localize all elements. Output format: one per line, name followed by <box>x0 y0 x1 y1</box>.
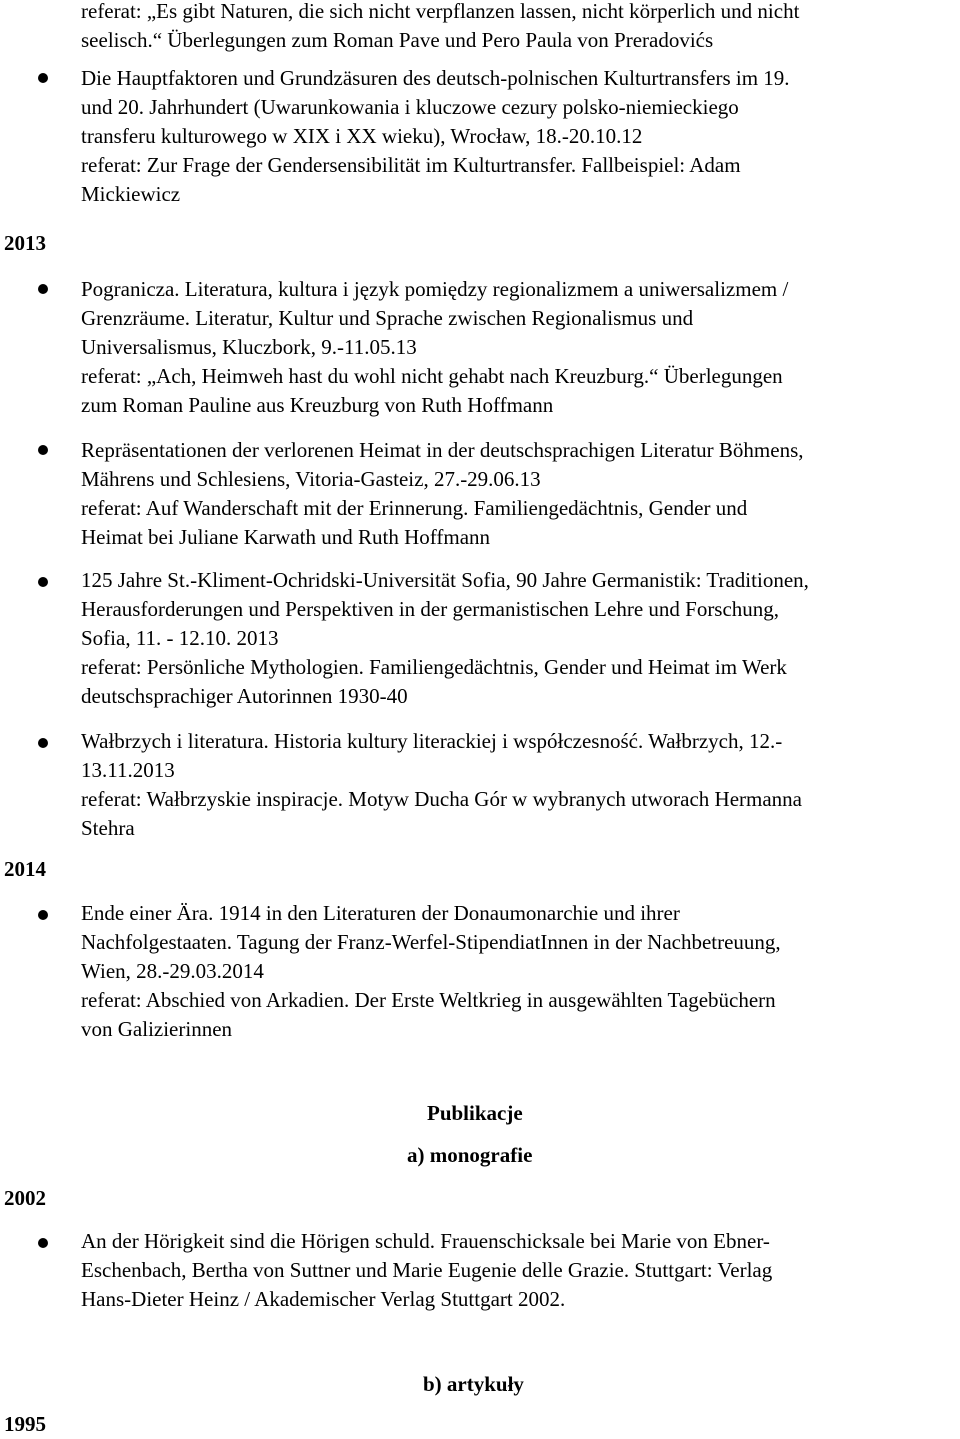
text-line: 13.11.2013 <box>81 758 175 782</box>
text-line: referat: Auf Wanderschaft mit der Erinnerung. Familiengedächtnis, Gender und <box>81 496 748 520</box>
bullet-icon <box>38 1238 48 1248</box>
text-line: Mickiewicz <box>81 182 181 206</box>
text-line: deutschsprachiger Autorinnen 1930-40 <box>81 684 408 708</box>
text-line: 125 Jahre St.-Kliment-Ochridski-Universität Sofia, 90 Jahre Germanistik: Traditionen, <box>81 568 809 592</box>
text-line: Eschenbach, Bertha von Suttner und Marie Eugenie delle Grazie. Stuttgart: Verlag <box>81 1258 773 1282</box>
text-line: Die Hauptfaktoren und Grundzäsuren des deutsch-polnischen Kulturtransfers im 19. <box>81 66 790 90</box>
text-line: von Galizierinnen <box>81 1017 233 1041</box>
list-item-entry-2 <box>81 275 956 420</box>
text-line: An der Hörigkeit sind die Hörigen schuld. Frauenschicksale bei Marie von Ebner- <box>81 1229 770 1253</box>
text-line: referat: Abschied von Arkadien. Der Erste Weltkrieg in ausgewählten Tagebüchern <box>81 988 776 1012</box>
text-line: Wien, 28.-29.03.2014 <box>81 959 264 983</box>
text-line: referat: „Es gibt Naturen, die sich nicht verpflanzen lassen, nicht körperlich und nicht <box>81 0 800 23</box>
year-label-2002: 2002 <box>4 1186 46 1210</box>
text-line: und 20. Jahrhundert (Uwarunkowania i kluczowe cezury polsko-niemieckiego <box>81 95 739 119</box>
list-item-entry-4 <box>81 566 956 711</box>
text-line: Repräsentationen der verlorenen Heimat in der deutschsprachigen Literatur Böhmens, <box>81 438 804 462</box>
year-label-2013: 2013 <box>4 231 46 255</box>
text-line: Ende einer Ära. 1914 in den Literaturen der Donaumonarchie und ihrer <box>81 901 680 925</box>
bullet-icon <box>38 73 48 83</box>
bullet-icon <box>38 738 48 748</box>
bullet-icon <box>38 910 48 920</box>
text-line: Herausforderungen und Perspektiven in der germanistischen Lehre und Forschung, <box>81 597 780 621</box>
list-item-entry-1 <box>81 64 956 209</box>
subsection-heading-articles: b) artykuły <box>423 1372 524 1396</box>
text-line: Stehra <box>81 816 135 840</box>
subsection-heading-monographs: a) monografie <box>407 1143 533 1167</box>
text-line: transferu kulturowego w XIX i XX wieku), Wrocław, 18.-20.10.12 <box>81 124 643 148</box>
text-line: Pogranicza. Literatura, kultura i język pomiędzy regionalizmem a uniwersalizmem / <box>81 277 789 301</box>
text-line: referat: „Ach, Heimweh hast du wohl nicht gehabt nach Kreuzburg.“ Überlegungen <box>81 364 783 388</box>
year-label-1995: 1995 <box>4 1412 46 1436</box>
section-heading-publications: Publikacje <box>427 1101 523 1125</box>
text-line: Heimat bei Juliane Karwath und Ruth Hoffmann <box>81 525 491 549</box>
text-line: Mährens und Schlesiens, Vitoria-Gasteiz, 27.-29.06.13 <box>81 467 541 491</box>
bullet-icon <box>38 577 48 587</box>
list-item-entry-6 <box>81 899 956 1044</box>
intro-paragraph <box>81 0 956 55</box>
bullet-icon <box>38 284 48 294</box>
text-line: seelisch.“ Überlegungen zum Roman Pave und Pero Paula von Preradovićs <box>81 28 714 52</box>
text-line: referat: Wałbrzyskie inspiracje. Motyw Ducha Gór w wybranych utworach Hermanna <box>81 787 802 811</box>
bullet-icon <box>38 445 48 455</box>
text-line: Sofia, 11. - 12.10. 2013 <box>81 626 279 650</box>
list-item-entry-7 <box>81 1227 956 1314</box>
text-line: Wałbrzych i literatura. Historia kultury literackiej i współczesność. Wałbrzych, 12.- <box>81 729 783 753</box>
text-line: Nachfolgestaaten. Tagung der Franz-Werfel-StipendiatInnen in der Nachbetreuung, <box>81 930 781 954</box>
text-line: referat: Zur Frage der Gendersensibilität im Kulturtransfer. Fallbeispiel: Adam <box>81 153 741 177</box>
text-line: referat: Persönliche Mythologien. Familiengedächtnis, Gender und Heimat im Werk <box>81 655 787 679</box>
list-item-entry-5 <box>81 727 956 843</box>
text-line: Hans-Dieter Heinz / Akademischer Verlag Stuttgart 2002. <box>81 1287 566 1311</box>
text-line: Universalismus, Kluczbork, 9.-11.05.13 <box>81 335 417 359</box>
text-line: Grenzräume. Literatur, Kultur und Sprache zwischen Regionalismus und <box>81 306 694 330</box>
year-label-2014: 2014 <box>4 857 46 881</box>
list-item-entry-3 <box>81 436 956 552</box>
text-line: zum Roman Pauline aus Kreuzburg von Ruth Hoffmann <box>81 393 554 417</box>
